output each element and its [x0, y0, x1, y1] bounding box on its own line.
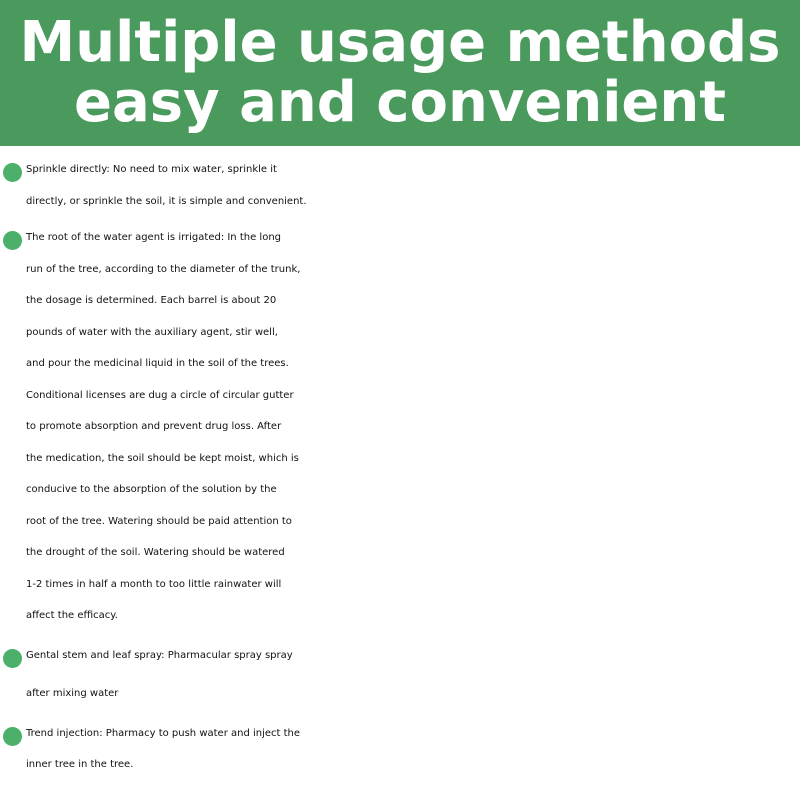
- bullet-dot-icon: [3, 649, 22, 668]
- list-item-trunk-injection: [0, 718, 800, 781]
- title-line-1: Multiple usage methods: [19, 10, 781, 75]
- bullet-dot-icon: [3, 727, 22, 746]
- item-text-line: Sprinkle directly: No need to mix water, sprinkle it: [26, 164, 277, 175]
- list-item-root-irrigation: [0, 222, 800, 632]
- item-text-line: root of the tree. Watering should be paid attention to: [26, 515, 292, 527]
- item-text-line: inner tree in the tree.: [26, 759, 134, 770]
- item-text-line: run of the tree, according to the diameter of the trunk,: [26, 263, 301, 275]
- item-text-line: Gental stem and leaf spray: Pharmacular spray spray: [26, 649, 293, 661]
- item-text-line: and pour the medicinal liquid in the soil of the trees.: [26, 358, 289, 369]
- title-banner: [0, 0, 800, 146]
- item-text-line: pounds of water with the auxiliary agent, stir well,: [26, 326, 278, 338]
- item-text-line: directly, or sprinkle the soil, it is simple and convenient.: [26, 195, 307, 207]
- title-line-2: easy and convenient: [73, 70, 727, 135]
- item-text-line: Trend injection: Pharmacy to push water and inject the: [26, 727, 301, 739]
- item-text-line: conducive to the absorption of the solution by the: [26, 484, 277, 495]
- item-text-line: the drought of the soil. Watering should be watered: [26, 547, 285, 558]
- list-item-sprinkle-directly: [0, 154, 800, 217]
- item-text-line: after mixing water: [26, 687, 119, 699]
- bullet-dot-icon: [3, 231, 22, 250]
- item-text-line: Conditional licenses are dug a circle of circular gutter: [26, 389, 294, 401]
- item-text-line: the medication, the soil should be kept moist, which is: [26, 452, 299, 464]
- item-text-line: 1-2 times in half a month to too little rainwater will: [26, 578, 282, 590]
- item-text-line: The root of the water agent is irrigated: In the long: [26, 232, 281, 243]
- item-text-line: to promote absorption and prevent drug loss. After: [26, 421, 282, 432]
- item-text-line: affect the efficacy.: [26, 610, 118, 621]
- item-text-line: the dosage is determined. Each barrel is about 20: [26, 295, 277, 306]
- bullet-dot-icon: [3, 163, 22, 182]
- usage-method-list: [0, 154, 800, 786]
- list-item-stem-leaf-spray: [0, 637, 800, 713]
